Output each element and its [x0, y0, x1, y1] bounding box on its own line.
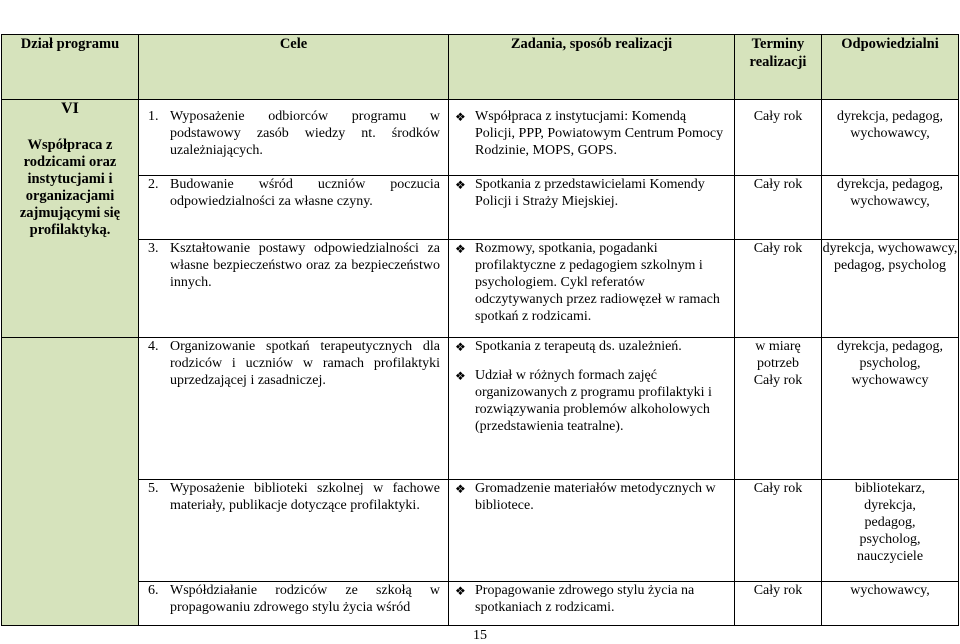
header-cele: Cele — [139, 35, 449, 100]
prevention-program-table — [1, 34, 959, 626]
task-cell — [449, 176, 735, 240]
table-row — [2, 582, 959, 626]
task-text: Spotkania z przedstawicielami Komendy Policji i Straży Miejskiej. — [475, 177, 705, 209]
goal-cell — [139, 100, 449, 176]
table-header-row — [2, 35, 959, 100]
header-dzial: Dział programu — [2, 35, 139, 100]
diamond-bullet-icon: ❖ — [455, 340, 466, 354]
diamond-bullet-icon: ❖ — [455, 369, 466, 383]
header-zadania: Zadania, sposób realizacji — [449, 35, 735, 100]
task-cell — [449, 100, 735, 176]
goal-cell — [139, 176, 449, 240]
section-title: Współpraca z rodzicami oraz instytucjami i organizacjami zajmującymi się profilaktyką. — [19, 137, 121, 238]
header-terminy: Terminy realizacji — [735, 35, 822, 100]
diamond-bullet-icon: ❖ — [455, 482, 466, 496]
goal-text: Wyposażenie odbiorców programu w podstawowy zasób wiedzy nt. środków uzależniających. — [170, 109, 440, 158]
section-cell-continued — [2, 338, 139, 626]
diamond-bullet-icon: ❖ — [455, 242, 466, 256]
task-text: Gromadzenie materiałów metodycznych w bibliotece. — [475, 481, 716, 513]
goal-text: Wyposażenie biblioteki szkolnej w fachowe materiały, publikacje dotyczące profilaktyki. — [170, 481, 440, 513]
diamond-bullet-icon: ❖ — [455, 178, 466, 192]
diamond-bullet-icon: ❖ — [455, 584, 466, 598]
goal-cell — [139, 240, 449, 338]
task-cell — [449, 338, 735, 480]
goal-text: Kształtowanie postawy odpowiedzialności za własne bezpieczeństwo oraz za bezpieczeństwo innych. — [170, 241, 440, 290]
table-row — [2, 100, 959, 176]
term-cell: Cały rok — [735, 176, 822, 240]
term-cell: Cały rok — [735, 240, 822, 338]
header-odpowiedzialni: Odpowiedzialni — [822, 35, 959, 100]
goal-number: 6. — [148, 583, 159, 598]
table-row — [2, 176, 959, 240]
goal-cell — [139, 582, 449, 626]
goal-number: 2. — [148, 177, 159, 192]
responsible-cell: dyrekcja, pedagog, psycholog, wychowawcy — [822, 338, 959, 480]
task-text: Udział w różnych formach zajęć organizowanych z programu profilaktyki i rozwiązywania problemów alkoholowych (przedstawienia teatralne). — [475, 368, 712, 434]
responsible-cell: dyrekcja, pedagog, wychowawcy, — [822, 176, 959, 240]
task-cell — [449, 582, 735, 626]
section-cell — [2, 100, 139, 338]
responsible-cell: dyrekcja, pedagog, wychowawcy, — [822, 100, 959, 176]
goal-number: 4. — [148, 339, 159, 354]
table-row — [2, 480, 959, 582]
responsible-cell — [822, 480, 959, 582]
task-text: Współpraca z instytucjami: Komendą Policji, PPP, Powiatowym Centrum Pomocy Rodzinie, MOPS, GOPS. — [475, 109, 724, 158]
task-cell — [449, 240, 735, 338]
task-text: Spotkania z terapeutą ds. uzależnień. — [475, 339, 682, 354]
goal-number: 1. — [148, 109, 159, 124]
task-cell — [449, 480, 735, 582]
page-number: 15 — [473, 628, 487, 643]
goal-cell — [139, 480, 449, 582]
table-row — [2, 240, 959, 338]
goal-number: 3. — [148, 241, 159, 256]
term-cell: Cały rok — [735, 100, 822, 176]
responsible-cell: wychowawcy, — [822, 582, 959, 626]
task-text: Propagowanie zdrowego stylu życia na spotkaniach z rodzicami. — [475, 583, 695, 615]
term-cell: Cały rok — [735, 480, 822, 582]
goal-text: Organizowanie spotkań terapeutycznych dla rodziców i uczniów w ramach profilaktyki uprzedzającej i zasadniczej. — [170, 339, 440, 388]
term-text: w miarę potrzeb Cały rok — [753, 339, 803, 388]
responsible-text: bibliotekarz, dyrekcja, pedagog, psycholog, nauczyciele — [854, 481, 926, 564]
goal-text: Współdziałanie rodziców ze szkołą w propagowaniu zdrowego stylu życia wśród — [170, 583, 440, 615]
page-top-margin — [0, 0, 960, 34]
term-cell: Cały rok — [735, 582, 822, 626]
diamond-bullet-icon: ❖ — [455, 110, 466, 124]
task-text: Rozmowy, spotkania, pogadanki profilaktyczne z pedagogiem szkolnym i psychologiem. Cykl referatów odczytywanych przez radiowęzeł w ramach spotkań z rodzicami. — [475, 241, 720, 324]
section-number: VI — [61, 100, 79, 117]
goal-cell — [139, 338, 449, 480]
responsible-cell: dyrekcja, wychowawcy, pedagog, psycholog — [822, 240, 959, 338]
table-row — [2, 338, 959, 480]
goal-text: Budowanie wśród uczniów poczucia odpowiedzialności za własne czyny. — [170, 177, 440, 209]
goal-number: 5. — [148, 481, 159, 496]
term-cell — [735, 338, 822, 480]
